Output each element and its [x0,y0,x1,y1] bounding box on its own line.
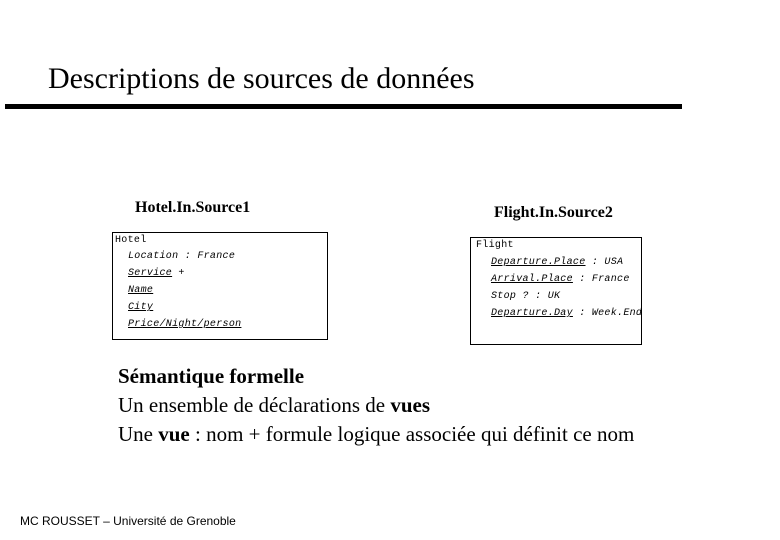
source2-attr-departure-place: Departure.Place : USA [491,257,624,268]
source2-box [470,237,642,345]
slide-title: Descriptions de sources de données [48,62,475,95]
source1-attr-price: Price/Night/person [128,319,242,330]
source2-attr-stop: Stop ? : UK [491,291,561,302]
source1-title: Hotel.In.Source1 [135,199,251,216]
source2-attr-arrival-place: Arrival.Place : France [491,274,630,285]
source1-box [112,232,328,340]
source2-entity: Flight [476,240,514,251]
source1-attr-location: Location : France [128,251,236,262]
slide-footer: MC ROUSSET – Université de Grenoble [20,514,236,528]
semantics-line2: Une vue : nom + formule logique associée qui définit ce nom [118,422,635,446]
source2-attr-departure-day: Departure.Day : Week.End [491,308,643,319]
semantics-heading: Sémantique formelle [118,364,305,388]
semantics-line1: Un ensemble de déclarations de vues [118,393,431,417]
source1-attr-name: Name [128,285,154,296]
source1-attr-city: City [128,302,154,313]
source1-entity: Hotel [115,235,147,246]
title-rule [5,104,682,109]
source2-title: Flight.In.Source2 [494,204,613,221]
source1-attr-service: Service + [128,268,185,279]
